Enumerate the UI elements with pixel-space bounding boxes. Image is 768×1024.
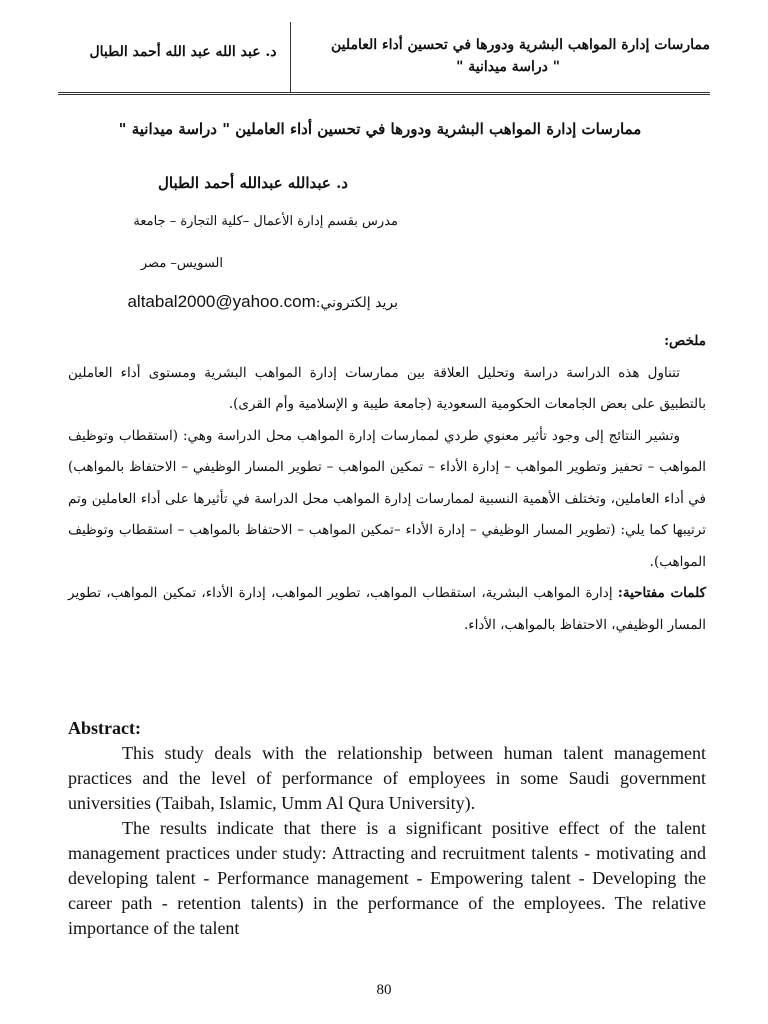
header-title-line2: " دراسة ميدانية " xyxy=(456,59,560,75)
arabic-keywords-label: كلمات مفتاحية: xyxy=(617,585,706,601)
arabic-abstract-paragraph-1: تتناول هذه الدراسة دراسة وتحليل العلاقة بين ممارسات إدارة المواهب البشرية ومستوى أداء العاملين بالتطبيق على بعض الجامعات الحكومية السعودية (جامعة طيبة و الإسلامية وأم القرى). xyxy=(68,364,706,412)
header-divider xyxy=(290,22,291,92)
english-abstract-heading: Abstract: xyxy=(68,718,141,738)
author-name: د. عبدالله عبدالله أحمد الطبال xyxy=(157,174,348,192)
arabic-abstract-heading: ملخص: xyxy=(664,333,706,349)
running-header xyxy=(58,22,710,95)
email-label: بريد إلكتروني: xyxy=(315,295,398,311)
header-author: د. عبد الله عبد الله أحمد الطبال xyxy=(89,44,277,60)
header-title-line1: ممارسات إدارة المواهب البشرية ودورها في تحسين أداء العاملين xyxy=(330,37,710,53)
email-address: altabal2000@yahoo.com xyxy=(127,292,316,311)
paper-title: ممارسات إدارة المواهب البشرية ودورها في تحسين أداء العاملين " دراسة ميدانية " xyxy=(118,120,642,138)
arabic-keywords xyxy=(68,578,706,641)
header-title xyxy=(310,34,710,78)
arabic-keywords-text: إدارة المواهب البشرية، استقطاب المواهب، تطوير المواهب، إدارة الأداء، تمكين المواهب، تطوير المسار الوظيفي، الاحتفاظ بالمواهب، الأداء. xyxy=(68,585,706,633)
page-number: 80 xyxy=(376,982,392,998)
english-abstract-paragraph-2: The results indicate that there is a significant positive effect of the talent management practices under study: Attracting and recruitment talents - motivating and developing talent - Performance management - Empowering talent - Developing the career path - retention talents) in the performance of the employees. The relative importance of the talent xyxy=(68,818,706,938)
affiliation-line1: مدرس بقسم إدارة الأعمال –كلية التجارة – جامعة xyxy=(133,214,398,229)
affiliation-line2: السويس– مصر xyxy=(140,256,223,271)
arabic-abstract xyxy=(68,326,706,641)
english-abstract-paragraph-1: This study deals with the relationship between human talent management practices and the level of performance of employees in some Saudi government universities (Taibah, Islamic, Umm Al Qura University). xyxy=(68,743,706,813)
english-abstract xyxy=(68,716,706,941)
arabic-abstract-paragraph-2: وتشير النتائج إلى وجود تأثير معنوي طردي لممارسات إدارة المواهب محل الدراسة وهي: (استقطاب وتوظيف المواهب – تحفيز وتطوير المواهب – إدارة الأداء – تمكين المواهب – تطوير المسار الوظيفي – الاحتفاظ بالمواهب) في أداء العاملين، وتختلف الأهمية النسبية لممارسات إدارة المواهب محل الدراسة في تأثيرها على أداء العاملين وتم ترتيبها كما يلي: (تطوير المسار الوظيفي – إدارة الأداء –تمكين المواهب – الاحتفاظ بالمواهب – استقطاب وتوظيف المواهب). xyxy=(68,427,706,570)
email-row xyxy=(127,292,398,312)
